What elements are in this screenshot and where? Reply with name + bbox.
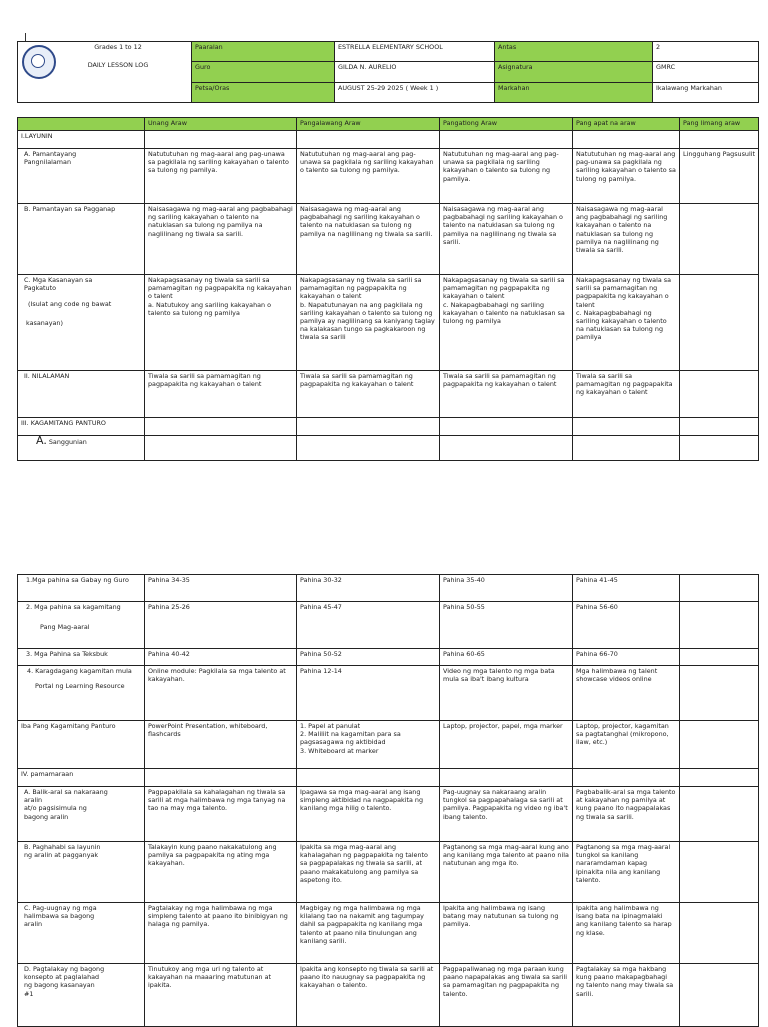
section-pamamaraan: IV. pamamaraan	[18, 769, 145, 787]
table-row	[18, 575, 759, 602]
table-cell: Pagbabalik-aral sa mga talento at kakayahan ng pamilya at kung paano ito nagpapalakas ng tiwala sa sarili.	[573, 787, 680, 842]
table-cell: Pahina 30-32	[297, 575, 440, 602]
table-cell: Naisasagawa ng mag-aaral ang pagbabahagi ng sariling kakayahan o talento na natuklasan sa tulong ng pamilya na naglilinang ng tiwala sa sarili.	[145, 204, 297, 275]
portal-label: Portal ng Learning Resource	[35, 682, 125, 691]
label-markahan: Markahan	[495, 82, 653, 102]
row-label	[18, 275, 145, 371]
value-paaralan: ESTRELLA ELEMENTARY SCHOOL	[335, 42, 495, 62]
table-cell: Pahina 41-45	[573, 575, 680, 602]
table-row	[18, 903, 759, 964]
value-antas: 2	[653, 42, 759, 62]
row-label: D. Pagtalakay ng bagong konsepto at paglalahad ng bagong kasanayan #1	[18, 964, 145, 1027]
table-row	[18, 721, 759, 769]
row-label	[18, 666, 145, 721]
lesson-table-1	[17, 117, 759, 461]
table-cell	[680, 204, 759, 275]
table-cell: Pagtalakay sa mga hakbang kung paano makapagbahagi ng talento nang may tiwala sa sarili.	[573, 964, 680, 1027]
table-cell: Pahina 66-70	[573, 649, 680, 666]
table-row	[18, 787, 759, 842]
table-row	[18, 149, 759, 204]
day-header: Pang limang araw	[680, 118, 759, 131]
table-cell: Pag-uugnay sa nakaraang aralin tungkol sa pagpapahalaga sa sarili at pamilya. Pagpapakita ng video ng iba't ibang talento.	[440, 787, 573, 842]
table-row	[18, 842, 759, 903]
row-label: B. Pamantayan sa Pagganap	[18, 204, 145, 275]
pang-mag-aaral-label: Pang Mag-aaral	[40, 623, 90, 632]
table-cell: Nakapagsasanay ng tiwala sa sarili sa pamamagitan ng pagpapakita ng kakayahan o talent b. Napatutunayan na ang pagkilala ng sariling kakayahan o talento sa tulong ng pamilya ay naglilinang sa kaniyang taglay na kalakasan tungo sa pagkakaroon ng tiwala sa sarili	[297, 275, 440, 371]
kagamitang-label: 2. Mga pahina sa kagamitang	[26, 603, 121, 611]
table-cell	[680, 903, 759, 964]
deped-seal-icon	[22, 45, 56, 79]
table-cell: Ipakita sa mga mag-aaral ang kahalagahan ng pagpapakita ng talento sa pagpapalakas ng tiwala sa sarili, at paano makakatulong ang pamilya sa aspetong ito.	[297, 842, 440, 903]
table-cell: Pahina 45-47	[297, 602, 440, 649]
table-row	[18, 602, 759, 649]
table-cell	[680, 721, 759, 769]
row-label: Iba Pang Kagamitang Panturo	[18, 721, 145, 769]
table-cell: Nakapagsasanay ng tiwala sa sarili sa pamamagitan ng pagpapakita ng kakayahan o talent c. Nakapagbabahagi ng sariling kakayahan o talento na natuklasan sa tulong ng pamilya	[573, 275, 680, 371]
table-cell: Naisasagawa ng mag-aaral ang pagbabahagi ng sariling kakayahan o talento na natuklasan sa tulong ng pamilya na naglilinang ng tiwala sa sarili.	[573, 204, 680, 275]
table-row	[18, 649, 759, 666]
table-cell	[680, 275, 759, 371]
table-cell: Pagpapakilala sa kahalagahan ng tiwala sa sarili at mga halimbawa ng mga tanyag na tao na may mga talento.	[145, 787, 297, 842]
day-header: Pang apat na araw	[573, 118, 680, 131]
table-cell: Pahina 12-14	[297, 666, 440, 721]
table-cell: Ipagawa sa mga mag-aaral ang isang simpleng aktibidad na nagpapakita ng kanilang mga hilig o talento.	[297, 787, 440, 842]
table-cell: Pahina 40-42	[145, 649, 297, 666]
table-cell: PowerPoint Presentation, whiteboard, flashcards	[145, 721, 297, 769]
kasanayan-note-2: kasanayan)	[26, 318, 63, 327]
table-cell: Lingguhang Pagsusulit	[680, 149, 759, 204]
row-label: A. Pamantayang Pangnilalaman	[18, 149, 145, 204]
table-cell: Pahina 56-60	[573, 602, 680, 649]
table-cell: Ipakita ang konsepto ng tiwala sa sarili at paano ito nauugnay sa pagpapakita ng kakayahan o talento.	[297, 964, 440, 1027]
table-cell: Pahina 50-55	[440, 602, 573, 649]
day-header: Pangatlong Araw	[440, 118, 573, 131]
table-cell: Talakayin kung paano nakakatulong ang pamilya sa pagpapakita ng ating mga kakayahan.	[145, 842, 297, 903]
table-cell: Tiwala sa sarili sa pamamagitan ng pagpapakita ng kakayahan o talent	[440, 371, 573, 418]
label-antas: Antas	[495, 42, 653, 62]
table-cell: Video ng mga talento ng mga bata mula sa iba't ibang kultura	[440, 666, 573, 721]
table-cell	[680, 666, 759, 721]
table-cell	[680, 787, 759, 842]
table-cell: Natututuhan ng mag-aaral ang pag-unawa sa pagkilala ng sariling kakayahan o talento sa tulong ng pamilya.	[145, 149, 297, 204]
table-cell: Natututuhan ng mag-aaral ang pag-unawa sa pagkilala ng sariling kakayahan o talento sa tulong ng pamilya.	[573, 149, 680, 204]
sanggunian-text: Sanggunian	[48, 438, 87, 446]
table-cell: Pahina 25-26	[145, 602, 297, 649]
corner-cell	[18, 118, 145, 131]
table-row	[18, 275, 759, 371]
table-cell	[680, 371, 759, 418]
day-header: Unang Araw	[145, 118, 297, 131]
table-cell: Pahina 34-35	[145, 575, 297, 602]
value-markahan: Ikalawang Markahan	[653, 82, 759, 102]
karagdagang-label: 4. Karagdagang kagamitan mula	[27, 667, 132, 675]
table-cell: Magbigay ng mga halimbawa ng mga kilalang tao na nakamit ang tagumpay dahil sa pagpapakita ng kanilang mga talento at paano nila tinulungan ang kanilang sarili.	[297, 903, 440, 964]
cursor-mark	[25, 33, 26, 41]
table-row	[18, 371, 759, 418]
table-cell: Mga halimbawa ng talent showcase videos online	[573, 666, 680, 721]
row-label: II. NILALAMAN	[18, 371, 145, 418]
lesson-table-2	[17, 574, 759, 1027]
section-layunin: I.LAYUNIN	[18, 131, 145, 149]
day-header-row	[18, 118, 759, 131]
day-header: Pangalawang Araw	[297, 118, 440, 131]
log-title: DAILY LESSON LOG	[87, 61, 149, 69]
sanggunian-label	[18, 436, 145, 461]
table-cell: Pahina 60-65	[440, 649, 573, 666]
grades-label: Grades 1 to 12	[94, 43, 142, 51]
table-cell: Tiwala sa sarili sa pamamagitan ng pagpapakita ng kakayahan o talent	[297, 371, 440, 418]
label-asignatura: Asignatura	[495, 62, 653, 82]
table-cell: Pahina 50-52	[297, 649, 440, 666]
table-cell: Tinutukoy ang mga uri ng talento at kakayahan na maaaring matutunan at ipakita.	[145, 964, 297, 1027]
table-cell	[680, 842, 759, 903]
value-guro: GILDA N. AURELIO	[335, 62, 495, 82]
value-asignatura: GMRC	[653, 62, 759, 82]
row-label	[18, 602, 145, 649]
table-cell: Pahina 35-40	[440, 575, 573, 602]
table-cell: Tiwala sa sarili sa pamamagitan ng pagpapakita ng kakayahan o talent	[145, 371, 297, 418]
table-cell: Pagpapaliwanag ng mga paraan kung paano napapalakas ang tiwala sa sarili sa pamamagitan ng pagpapakita ng talento.	[440, 964, 573, 1027]
table-cell: Pagtanong sa mga mag-aaral kung ano ang kanilang mga talento at paano nila natutunan ang mga ito.	[440, 842, 573, 903]
table-row	[18, 666, 759, 721]
table-cell	[680, 649, 759, 666]
row-label: A. Balik-aral sa nakaraang aralin at/o pagsisimula ng bagong aralin	[18, 787, 145, 842]
section-kagamitan: III. KAGAMITANG PANTURO	[18, 418, 145, 436]
table-cell: Naisasagawa ng mag-aaral ang pagbabahagi ng sariling kakayahan o talento na natuklasan sa tulong ng pamilya na naglilinang ng tiwala sa sarili.	[440, 204, 573, 275]
table-cell: Laptop, projector, papel, mga marker	[440, 721, 573, 769]
table-cell: Natututuhan ng mag-aaral ang pag-unawa sa pagkilala ng sariling kakayahan o talento sa tulong ng pamilya.	[297, 149, 440, 204]
logo-cell	[18, 42, 192, 103]
table-cell: Natututuhan ng mag-aaral ang pag-unawa sa pagkilala ng sariling kakayahan o talento sa tulong ng pamilya.	[440, 149, 573, 204]
kasanayan-note: (Isulat ang code ng bawat	[28, 300, 112, 309]
sanggunian-letter: A.	[36, 435, 47, 447]
table-cell: Ipakita ang halimbawa ng isang bata na ipinagmalaki ang kanilang talento sa harap ng klase.	[573, 903, 680, 964]
table-cell: Nakapagsasanay ng tiwala sa sarili sa pamamagitan ng pagpapakita ng kakayahan o talent a. Natutukoy ang sariling kakayahan o talento sa tulong ng pamilya	[145, 275, 297, 371]
table-cell: Naisasagawa ng mag-aaral ang pagbabahagi ng sariling kakayahan o talento na natuklasan sa tulong ng pamilya na naglilinang ng tiwala sa sarili.	[297, 204, 440, 275]
table-row	[18, 204, 759, 275]
row-label: B. Paghahabi sa layunin ng aralin at pagganyak	[18, 842, 145, 903]
row-label: 1.Mga pahina sa Gabay ng Guro	[18, 575, 145, 602]
table-row	[18, 964, 759, 1027]
table-cell	[680, 575, 759, 602]
row-label: C. Pag-uugnay ng mga halimbawa sa bagong aralin	[18, 903, 145, 964]
table-cell	[680, 602, 759, 649]
table-cell: Online module: Pagkilala sa mga talento at kakayahan.	[145, 666, 297, 721]
table-cell: Laptop, projector, kagamitan sa pagtatanghal (mikropono, ilaw, etc.)	[573, 721, 680, 769]
kasanayan-label: C. Mga Kasanayan sa Pagkatuto	[24, 276, 93, 293]
table-cell	[680, 964, 759, 1027]
header-table	[17, 41, 759, 103]
table-cell: Pagtalakay ng mga halimbawa ng mga simpleng talento at paano ito binibigyan ng halaga ng pamilya.	[145, 903, 297, 964]
label-guro: Guro	[192, 62, 335, 82]
table-cell: Pagtanong sa mga mag-aaral tungkol sa kanilang nararamdaman kapag ipinakita nila ang kanilang talento.	[573, 842, 680, 903]
row-label: 3. Mga Pahina sa Teksbuk	[18, 649, 145, 666]
table-cell: Nakapagsasanay ng tiwala sa sarili sa pamamagitan ng pagpapakita ng kakayahan o talent c. Nakapagbabahagi ng sariling kakayahan o talento na natuklasan sa tulong ng pamilya	[440, 275, 573, 371]
label-petsa: Petsa/Oras	[192, 82, 335, 102]
table-cell: Ipakita ang halimbawa ng isang batang may natutunan sa tulong ng pamilya.	[440, 903, 573, 964]
table-cell: Tiwala sa sarili sa pamamagitan ng pagpapakita ng kakayahan o talent	[573, 371, 680, 418]
value-petsa: AUGUST 25-29 2025 ( Week 1 )	[335, 82, 495, 102]
label-paaralan: Paaralan	[192, 42, 335, 62]
table-cell: 1. Papel at panulat 2. Maliliit na kagamitan para sa pagsasagawa ng aktibidad 3. Whiteboard at marker	[297, 721, 440, 769]
